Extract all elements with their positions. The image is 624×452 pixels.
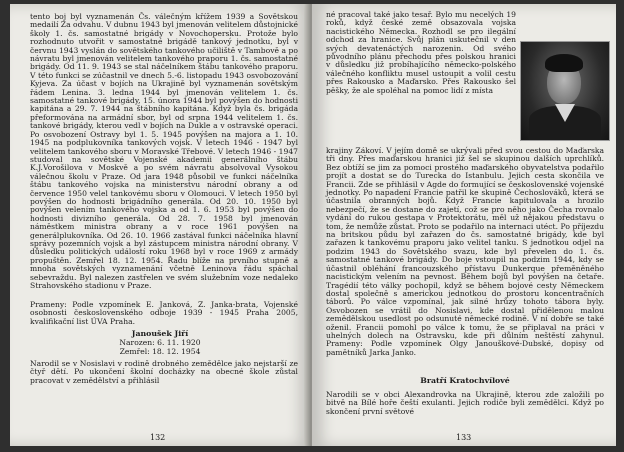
portrait-hair-shape <box>545 54 583 72</box>
left-page-number: 132 <box>150 433 166 442</box>
right-page-body-text: krajiny Zákoví. V jejím domě se ukrývali před svou cestou do Maďarska tři dny. Přes maďarskou hranici již šel se skupinou dalších uprchlíků. Bez obtíží se jim za pomoci prostého maďarského obyvatelstva podařilo projít a dostat se do Turecka do Istanbulu. Jejich cesta skončila ve Francii. Zde se přihlásil v Agde do formující se československé vojenské jednotky. Po napadení Francie patřil ke skupině Čechoslováků, která se účastnila obranných bojů. Když Francie kapitulovala a hrozilo nebezpečí, že se dostane do zajetí, což se pro něho jako Čecha rovnalo vydání do rukou gestapa v Protektorátu, měl už nějakou představu o tom, že nemůže zůstat. Proto se podařilo na internaci utéct. Po příjezdu na britskou půdu byl zařazen do čs. samostatné brigády, kde byl zařazen k tankovému praporu jako velitel tanku. S jednotkou odjel na podzim 1943 do Sovětského svazu, kde byl převelen do 1. čs. samostatné tankové brigády. Do boje vstoupil na podzim 1944, kdy se účastnil obléhání francouzského přístavu Dunkerque přeměněného nacistickým velením na pevnost. Během bojů byl povýšen na četaře. Tragédií této války pochopil, když se během bojové cesty Německem dostal společně s americkou jednotkou do prostoru koncentračních táborů. Po válce vzpomínal, jak silné hrůzy tohoto tábora byly. Osvobozen se vrátil do Nosislavi, kde dostal přidělenou malou zemědělskou usedlost po odsunuté německé rodině. V ní dobře se také oženil. Francii pomohl po válce k tomu, že se připlaval na práci v uhelných dolech na Ostravsku, kde při důlním neštěstí zahynul. Prameny: Podle vzpomínek Olgy Janouškové-Dubské, dopisy od pamětníků Jarka Janko. <box>326 146 604 357</box>
section-heading-janousek: Janoušek Jiří <box>131 329 189 338</box>
left-page-sources: Prameny: Podle vzpomínek E. Janková, Z. Janka-brata, Vojenské osobnosti československého odboje 1939 - 1945 Praha 2005, kvalifikační list ÚVA Praha. <box>30 300 298 326</box>
right-page-top-text: né pracoval také jako tesař. Bylo mu necelých 19 roků, když české země obsazovala vojska nacistického Německa. Rozhodl se pro ilegální odchod za hranice. Svůj plán uskutečnil v den svých devatenáctých narozenin. Od svého původního plánu přechodu přes polskou hranici v důsledku již probíhajícího německo-polského válečného konfliktu musel ustoupit a volil cestu přes Rakousko a Maďarsko. Přes Rakousko šel pěšky, že ale spoléhal na pomoc lidí z místa <box>326 10 516 95</box>
left-page-bottom-text: Narodil se v Nosislavi v rodině drobného zemědělce jako nejstarší ze čtyř dětí. Po ukončení školní docházky na obecné škole zůstal pracovat v zemědělství a přihlásil <box>30 359 298 385</box>
right-page <box>312 4 616 446</box>
left-page-body-text: tento boj byl vyznamenán Čs. válečným křížem 1939 a Sovětskou medailí Za odvahu. V dubnu 1943 byl jmenován velitelem důstojnické školy 1. čs. samostatné brigády v Novochopersku. Protože bylo rozhodnuto utvořit v samostatné brigádě tankový jednotku, byl v červnu 1943 vyslán do sovětského tankového učiliště v Tambově a po návratu byl jmenován velitelem tankového praporu 1. čs. samostatné brigády. Od 11. 9. 1943 se stal náčelníkem štábu tankového praporu. V této funkci se zúčastnil ve dnech 5.-6. listopadu 1943 osvobozování Kyjeva. Za účast v bojích na Ukrajině byl vyznamenán sovětským řádem Lenina. 3. ledna 1944 byl jmenován velitelem 1. čs. samostatné tankové brigády, 15. února 1944 byl povýšen do hodnosti kapitána a 29. 7. 1944 na štábního kapitána. Když byla čs. brigáda přeformována na armádní sbor, byl od srpna 1944 velitelem 1. čs. tankové brigády, kterou vedl v bojích na Dukle a v ostravské operaci. Po osvobození Ostravy byl 1. 5. 1945 povýšen na majora a 1. 10. 1945 na podplukovníka tankových vojsk. V letech 1946 - 1947 byl velitelem tankového sboru v Moravské Třebové. V letech 1946 - 1947 studoval na sovětské Vojenské akademii generálního štábu K.J.Vorošilova v Moskvě a po svém návratu absolvoval Vysokou válečnou školu v Praze. Od jara 1948 působil ve funkci náčelníka štábu tankového vojska na ministerstvu národní obrany a od července 1950 velel tankovému sboru v Olomouci. V letech 1950 byl povýšen do hodnosti brigádního generála. Od 20. 10. 1950 byl povýšen velením tankového vojska a od 1. 6. 1953 byl povýšen do hodnosti divizního generála. Od 28. 7. 1958 byl jmenován náměstkem ministra obrany a v roce 1961 povýšen na generálplukovníka. Od 26. 10. 1966 zastával funkci náčelníka hlavní správy pozemních vojsk a byl zástupcem ministra národní obrany. V důsledku politických událostí roku 1968 byl v roce 1969 z armády propuštěn. Zemřel 18. 12. 1954. Řadu blíže na prvního stupně a mnoha sovětských vyznamenání včetně Leninova řádu spáchal sebevraždu. Byl nalezen zastřelen ve svém služebním voze nedaleko Strahovského stadionu v Praze. <box>30 12 298 290</box>
portrait-photo <box>520 41 610 141</box>
right-page-number: 133 <box>456 433 472 442</box>
birth-date: Narozen: 6. 11. 1920 <box>119 338 201 347</box>
left-page <box>10 4 310 446</box>
section-heading-kratochvilove: Bratří Kratochvílové <box>420 376 510 385</box>
death-date: Zemřel: 18. 12. 1954 <box>119 347 201 356</box>
right-page-bottom-text: Narodili se v obci Alexandrovka na Ukrajině, kterou zde založili po bitvě na Bílé hoře čeští exulanti. Jejich rodiče byli zemědělci. Když po skončení první světové <box>326 390 604 416</box>
